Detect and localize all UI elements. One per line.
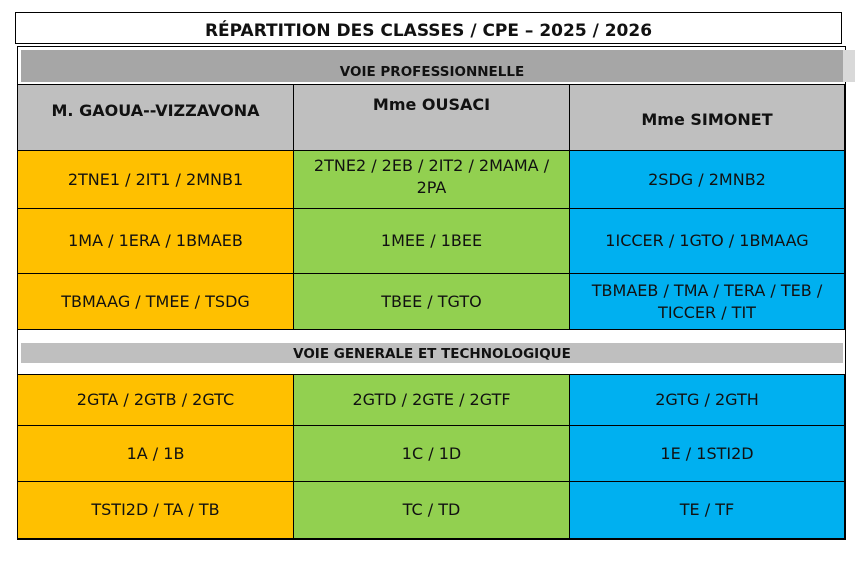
pro-row-2-cpe-3: 1ICCER / 1GTO / 1BMAAG [570, 209, 845, 274]
pro-row-1-cpe-2: 2TNE2 / 2EB / 2IT2 / 2MAMA / 2PA [294, 151, 570, 209]
pro-row-2-cpe-1: 1MA / 1ERA / 1BMAEB [18, 209, 294, 274]
gen-row-1-cpe-2: 2GTD / 2GTE / 2GTF [294, 375, 570, 426]
pro-row-1-cpe-1: 2TNE1 / 2IT1 / 2MNB1 [18, 151, 294, 209]
band-shadow [843, 50, 855, 82]
pro-row-2-cpe-2: 1MEE / 1BEE [294, 209, 570, 274]
cpe-header-2: Mme OUSACI [294, 85, 570, 151]
pro-row-3-cpe-2: TBEE / TGTO [294, 274, 570, 330]
cpe-header-3: Mme SIMONET [570, 85, 845, 151]
section-gen-band: VOIE GENERALE ET TECHNOLOGIQUE [21, 343, 843, 363]
cpe-header-1: M. GAOUA--VIZZAVONA [18, 85, 294, 151]
gen-row-1-cpe-3: 2GTG / 2GTH [570, 375, 845, 426]
gen-row-1-cpe-1: 2GTA / 2GTB / 2GTC [18, 375, 294, 426]
gen-row-3-cpe-3: TE / TF [570, 482, 845, 539]
gen-row-2-cpe-1: 1A / 1B [18, 426, 294, 482]
document-title: RÉPARTITION DES CLASSES / CPE – 2025 / 2026 [15, 12, 842, 44]
pro-row-1-cpe-3: 2SDG / 2MNB2 [570, 151, 845, 209]
section-pro-band: VOIE PROFESSIONNELLE [21, 50, 843, 82]
gen-row-3-cpe-1: TSTI2D / TA / TB [18, 482, 294, 539]
pro-row-3-cpe-3: TBMAEB / TMA / TERA / TEB / TICCER / TIT [570, 274, 845, 330]
gen-row-2-cpe-2: 1C / 1D [294, 426, 570, 482]
pro-row-3-cpe-1: TBMAAG / TMEE / TSDG [18, 274, 294, 330]
gen-row-2-cpe-3: 1E / 1STI2D [570, 426, 845, 482]
gen-row-3-cpe-2: TC / TD [294, 482, 570, 539]
